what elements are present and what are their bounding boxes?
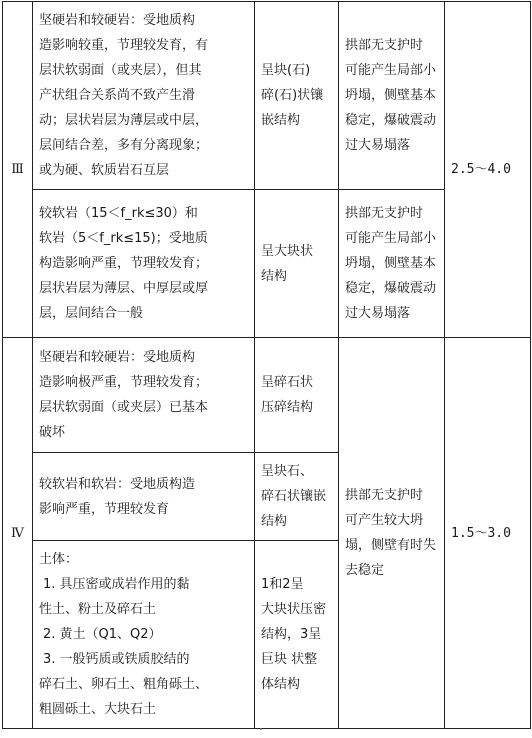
stability-line: 稳定，爆破震动 [345,281,437,296]
stability-line: 拱部无支护时 [345,488,424,503]
stability-line: 去稳定 [345,563,385,578]
structure-line: 大块状压密 [261,602,327,617]
condition-cell [33,541,255,729]
condition-line: 土体： [39,552,79,567]
structure-cell [255,541,339,729]
stability-line: 拱部无支护时 [345,206,424,221]
stability-line: 坍塌，侧壁基本 [345,88,437,103]
stability-cell [339,338,445,729]
condition-line: 层，层间结合一般 [39,306,144,321]
condition-line: 或为硬、软质岩石互层 [39,163,170,178]
stability-line: 过大易塌落 [345,138,411,153]
stability-cell [339,190,445,338]
scan-speck [260,728,262,730]
condition-line: 1. 具压密或成岩作用的黏 [43,577,190,592]
structure-line: 体结构 [261,677,301,692]
coefficient-cell: 1.5～3.0 [445,338,531,729]
structure-line: 碎石状镶嵌 [261,489,327,504]
structure-line: 巨块 状整 [261,652,318,667]
stability-line: 拱部无支护时 [345,38,424,53]
condition-line: 动；层状岩层为薄层或中层， [39,113,209,128]
stability-line: 坍塌，侧壁基本 [345,256,437,271]
structure-line: 呈大块状 [261,243,314,259]
condition-line: 3. 一般钙质或铁质胶结的 [43,652,190,667]
structure-cell [255,338,339,453]
condition-cell [33,338,255,453]
structure-line: 呈块(石) [261,63,311,78]
stability-line: 可产生较大坍 [345,513,424,528]
condition-cell [33,190,255,338]
condition-line: 较软岩（15＜f_rk≤30）和 [39,206,198,221]
structure-line: 结构 [261,514,288,529]
condition-line: 造影响较重，节理较发育，有 [39,38,209,53]
structure-line: 结构，3呈 [261,627,322,642]
rock-classification-table [2,1,531,729]
condition-line: 影响严重，节理较发育 [39,501,170,517]
structure-cell [255,190,339,338]
structure-cell [255,453,339,541]
stability-line: 可能产生局部小 [345,63,437,78]
condition-line: 2. 黄土（Q1、Q2） [43,627,162,642]
condition-cell [33,453,255,541]
table-row [3,2,531,190]
grade-cell: Ⅳ [3,338,33,729]
condition-line: 坚硬岩和较硬岩：受地质构 [39,13,196,28]
condition-line: 构造影响严重，节理较发育； [39,256,209,271]
condition-line: 粗圆砾土、大块石土 [39,702,157,717]
stability-line: 塌，侧壁有时失 [345,538,437,553]
coefficient-cell: 2.5～4.0 [445,2,531,338]
stability-line: 稳定，爆破震动 [345,113,437,128]
condition-line: 碎石土、卵石土、粗角砾土、 [39,677,209,692]
condition-line: 坚硬岩和较硬岩：受地质构 [39,350,196,365]
grade-cell: Ⅲ [3,2,33,338]
table-row [3,338,531,453]
condition-line: 层状岩层为薄层、中厚层或厚 [39,281,209,296]
condition-line: 软岩（5＜f_rk≤15)；受地质 [39,231,208,246]
structure-line: 压碎结构 [261,400,314,415]
structure-line: 呈块石、 [261,464,314,479]
condition-line: 破坏 [39,425,66,440]
condition-line: 层状软弱面（或夹层）已基本 [39,400,209,415]
stability-cell [339,2,445,190]
condition-line: 较软岩和软岩：受地质构造 [39,476,196,492]
condition-cell [33,2,255,190]
structure-line: 1和2呈 [261,577,304,592]
condition-line: 层状软弱面（或夹层），但其 [39,63,202,78]
condition-line: 造影响极严重，节理较发育； [39,375,209,390]
stability-line: 过大易塌落 [345,306,411,321]
structure-line: 呈碎石状 [261,375,314,390]
structure-cell [255,2,339,190]
structure-line: 碎(石)状镶 [261,88,324,103]
stability-line: 可能产生局部小 [345,231,437,246]
condition-line: 层间结合差，多有分离现象； [39,138,209,153]
structure-line: 嵌结构 [261,113,301,128]
structure-line: 结构 [261,268,288,284]
condition-line: 性土、粉土及碎石土 [39,602,157,617]
condition-line: 产状组合关系尚不致产生滑 [39,88,196,103]
